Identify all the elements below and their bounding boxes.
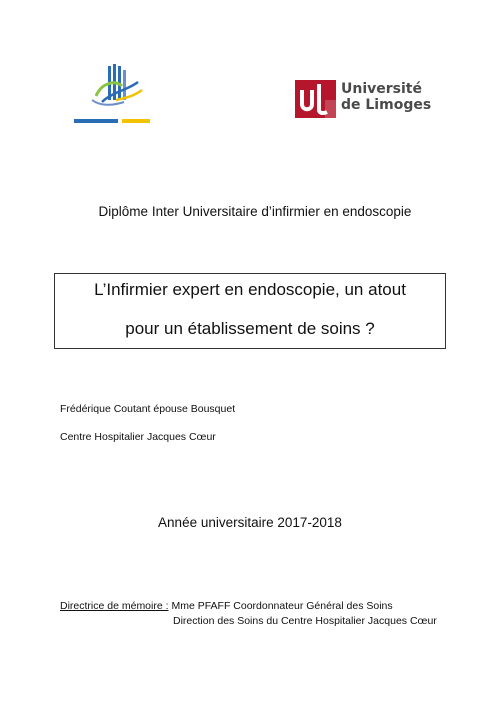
author-name: Frédérique Coutant épouse Bousquet xyxy=(60,403,236,415)
hospital-logo xyxy=(72,62,162,120)
academic-year: Année universitaire 2017-2018 xyxy=(158,515,342,530)
director-label: Directrice de mémoire : xyxy=(60,600,169,612)
director-name: Mme PFAFF Coordonnateur Général des Soins xyxy=(168,600,393,612)
author-institution: Centre Hospitalier Jacques Cœur xyxy=(60,431,216,443)
director-department: Direction des Soins du Centre Hospitalier Jacques Cœur xyxy=(173,615,437,627)
ul-monogram-icon xyxy=(295,80,336,118)
university-logo xyxy=(295,78,435,120)
university-name-line2: de Limoges xyxy=(341,97,432,113)
thesis-title-line1: L’Infirmier expert en endoscopie, un atout xyxy=(94,280,406,299)
thesis-title-box xyxy=(54,273,446,349)
university-name-line1: Université xyxy=(341,81,422,97)
hospital-logo-mark xyxy=(72,62,162,112)
diploma-title: Diplôme Inter Universitaire d’infirmier en endoscopie xyxy=(98,204,412,219)
university-name xyxy=(341,81,431,113)
thesis-director xyxy=(60,600,393,612)
hospital-logo-caption xyxy=(72,111,162,117)
thesis-title-line2: pour un établissement de soins ? xyxy=(125,319,375,338)
